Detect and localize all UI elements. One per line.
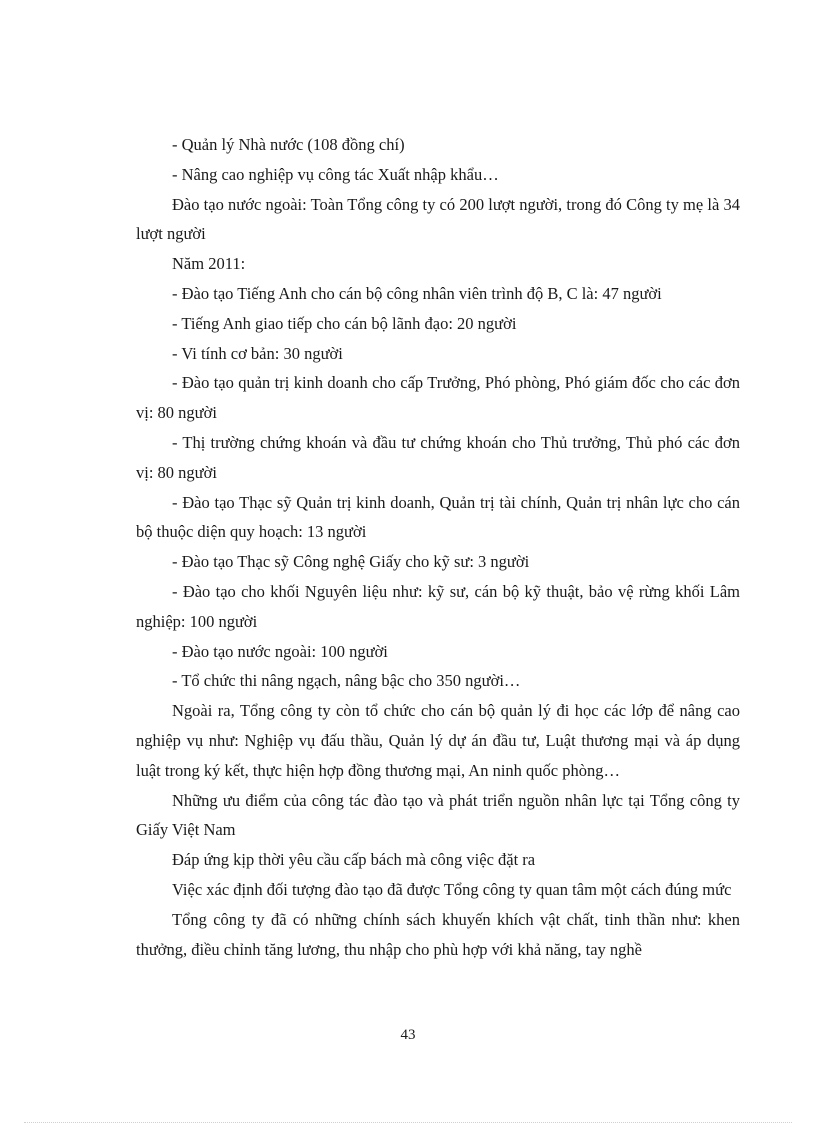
paragraph: - Đào tạo nước ngoài: 100 người <box>172 641 388 661</box>
paragraph: - Đào tạo Thạc sỹ Quản trị kinh doanh, Quản trị tài chính, Quản trị nhân lực cho cán bộ thuộc diện quy hoạch: 13 người <box>136 492 740 542</box>
paragraph: Tổng công ty đã có những chính sách khuyến khích vật chất, tinh thần như: khen thưởng, điều chỉnh tăng lương, thu nhập cho phù hợp với khả năng, tay nghề <box>136 909 740 959</box>
paragraph: - Đào tạo Thạc sỹ Công nghệ Giấy cho kỹ sư: 3 người <box>172 552 530 572</box>
paragraph: - Đào tạo quản trị kinh doanh cho cấp Trưởng, Phó phòng, Phó giám đốc cho các đơn vị: 80 người <box>136 373 740 423</box>
paragraph: - Nâng cao nghiệp vụ công tác Xuất nhập khẩu… <box>172 164 499 184</box>
paragraph: - Vi tính cơ bản: 30 người <box>172 343 343 363</box>
page-number: 43 <box>400 1027 416 1043</box>
paragraph: Việc xác định đối tượng đào tạo đã được Tổng công ty quan tâm một cách đúng mức <box>172 879 732 899</box>
paragraph: - Quản lý Nhà nước (108 đồng chí) <box>172 135 405 154</box>
paragraph: - Đào tạo Tiếng Anh cho cán bộ công nhân viên trình độ B, C là: 47 người <box>172 283 662 303</box>
paragraph: - Thị trường chứng khoán và đầu tư chứng khoán cho Thủ trưởng, Thủ phó các đơn vị: 80 người <box>136 432 740 482</box>
paragraph: Năm 2011: <box>172 254 246 274</box>
paragraph: Đáp ứng kịp thời yêu cầu cấp bách mà công việc đặt ra <box>172 850 536 870</box>
paragraph: Đào tạo nước ngoài: Toàn Tổng công ty có 200 lượt người, trong đó Công ty mẹ là 34 lượt người <box>136 194 740 244</box>
paragraph: - Tiếng Anh giao tiếp cho cán bộ lãnh đạo: 20 người <box>172 313 517 333</box>
body-text <box>136 130 740 964</box>
paragraph: Ngoài ra, Tổng công ty còn tổ chức cho cán bộ quản lý đi học các lớp để nâng cao nghiệp vụ như: Nghiệp vụ đấu thầu, Quản lý dự án đầu tư, Luật thương mại và áp dụng luật trong ký kết, thực hiện hợp đồng thương mại, An ninh quốc phòng… <box>136 701 740 780</box>
paragraph: - Đào tạo cho khối Nguyên liệu như: kỹ sư, cán bộ kỹ thuật, bảo vệ rừng khối Lâm nghiệp: 100 người <box>136 581 740 631</box>
paragraph: Những ưu điểm của công tác đào tạo và phát triển nguồn nhân lực tại Tổng công ty Giấy Việt Nam <box>136 790 740 840</box>
paragraph: - Tổ chức thi nâng ngạch, nâng bậc cho 350 người… <box>172 671 521 691</box>
